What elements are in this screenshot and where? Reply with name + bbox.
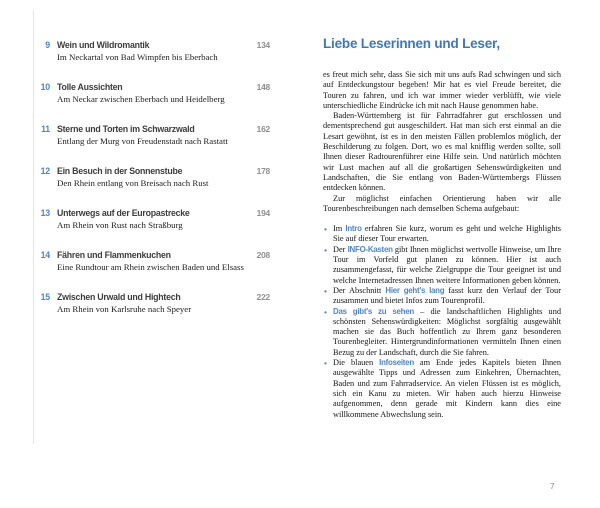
highlight-term: Infoseiten [379, 358, 414, 368]
chapter-subtitle: Am Neckar zwischen Eberbach und Heidelberg [57, 93, 225, 104]
intro-heading: Liebe Leserinnen und Leser, [323, 36, 500, 51]
chapter-number: 15 [40, 292, 50, 302]
chapter-page-number: 208 [256, 250, 270, 260]
bullet-text: – die landschaftlichen Highlights und schönsten Sehenswürdigkeiten: Möglichst sorgfältig ausgewählt machen sie das Buch hoffentlich zu Ihrem ganz besonderen Tourenbegleiter. Hintergrundinformationen vermitteln Ihnen einen Bezug zu der Landschaft, durch die Sie fahren. [333, 306, 561, 357]
chapter-title: Fähren und Flammenkuchen [57, 250, 171, 260]
chapter-title: Tolle Aussichten [57, 82, 123, 92]
toc-entry [37, 166, 270, 188]
bullet-text: Im [333, 224, 346, 234]
chapter-number: 13 [40, 208, 50, 218]
intro-page [323, 37, 561, 420]
chapter-page-number: 222 [256, 292, 270, 302]
bullet-item [323, 307, 561, 358]
chapter-number: 14 [40, 250, 50, 260]
chapter-subtitle: Entlang der Murg von Freudenstadt nach Rastatt [57, 135, 228, 146]
intro-paragraph: Zur möglichst einfachen Orientierung haben wir alle Tourenbeschreibungen nach demselben Schema aufgebaut: [323, 193, 561, 213]
chapter-title: Ein Besuch in der Sonnenstube [57, 166, 183, 176]
chapter-page-number: 178 [256, 166, 270, 176]
bullet-text: Der Abschnitt [333, 285, 386, 295]
bullet-text: Die blauen [333, 358, 380, 368]
chapter-title: Wein und Wildromantik [57, 40, 150, 50]
chapter-page-number: 162 [256, 124, 270, 134]
chapter-number: 11 [41, 124, 50, 134]
chapter-subtitle: Am Rhein von Karlsruhe nach Speyer [57, 303, 192, 314]
page-number: 7 [550, 482, 555, 491]
chapter-title: Unterwegs auf der Europastrecke [57, 208, 190, 218]
bullet-item [323, 358, 561, 420]
chapter-number: 12 [40, 166, 50, 176]
bullet-item [323, 224, 561, 245]
highlight-term: Intro [345, 224, 362, 234]
chapter-page-number: 148 [256, 82, 270, 92]
intro-paragraph: Baden-Württemberg ist für Fahrradfahrer gut erschlossen und dementsprechend gut ausgeschildert. Hat man sich erst einmal an die Lesart gewöhnt, ist es in den meisten Fällen problemlos möglich, der Beschilderung zu folgen. Dort, wo es mal knifflig werden sollte, soll Ihnen dieser Radtourenführer eine Hilfe sein. Und natürlich möchten wir Lust machen auf all die großartigen Sehenswürdigkeiten und Landschaften, die Sie entlang von Baden-Württembergs Flüssen entdecken können. [323, 111, 561, 193]
bullet-text: am Ende jedes Kapitels bieten Ihnen ausgewählte Tipps und Adressen zum Einkehren, Übernachten, Baden und zum Fahrradservice. An vielen Flüssen ist es möglich, sich ein Kanu zu mieten. Wir haben auch hierzu Hinweise aufgenommen, denn gerade mit Kindern kann dies eine willkommene Abwechslung sein. [333, 358, 561, 419]
schema-bullet-list [323, 224, 561, 420]
chapter-subtitle: Eine Rundtour am Rhein zwischen Baden und Elsass [57, 261, 244, 272]
chapter-subtitle: Den Rhein entlang von Breisach nach Rust [57, 177, 209, 188]
toc-entry [37, 208, 270, 230]
chapter-number: 9 [45, 40, 50, 50]
page-gutter-line [33, 10, 34, 444]
toc-entry [37, 250, 270, 272]
bullet-item [323, 286, 561, 307]
chapter-page-number: 134 [256, 40, 270, 50]
intro-paragraph: es freut mich sehr, dass Sie sich mit uns aufs Rad schwingen und sich auf Entdeckungstour begeben! Mir hat es viel Freude bereitet, die Touren zu fahren, und ich war immer wieder verblüfft, wie viele unterschiedliche Eindrücke ich mit nach Hause genommen habe. [323, 70, 561, 110]
table-of-contents [37, 40, 270, 334]
highlight-term: Hier geht's lang [385, 285, 445, 295]
highlight-term: Das gibt's zu sehen [333, 306, 414, 316]
highlight-term: INFO-Kasten [347, 244, 393, 254]
chapter-title: Sterne und Torten im Schwarzwald [57, 124, 195, 134]
toc-entry [37, 292, 270, 314]
bullet-item [323, 245, 561, 286]
chapter-subtitle: Im Neckartal von Bad Wimpfen bis Eberbach [57, 51, 218, 62]
bullet-text: gibt Ihnen möglichst wertvolle Hinweise, um Ihre Tour im Vorfeld gut planen zu können. Hier ist auch zusammengefasst, für welche Zielgruppe die Tour geeignet ist und welche Internetadressen Ihnen weitere Informationen geben können. [333, 244, 562, 285]
chapter-title: Zwischen Urwald und Hightech [57, 292, 181, 302]
chapter-subtitle: Am Rhein von Rust nach Straßburg [57, 219, 183, 230]
chapter-page-number: 194 [256, 208, 270, 218]
bullet-text: Der [333, 244, 348, 254]
toc-entry [37, 124, 270, 146]
toc-entry [37, 82, 270, 104]
bullet-text: fasst kurz den Verlauf der Tour zusammen und bietet Infos zum Tourenprofil. [333, 285, 561, 306]
bullet-text: erfahren Sie kurz, worum es geht und welche Highlights Sie auf dieser Tour erwarten. [333, 224, 561, 244]
chapter-number: 10 [40, 82, 50, 92]
toc-entry [37, 40, 270, 62]
